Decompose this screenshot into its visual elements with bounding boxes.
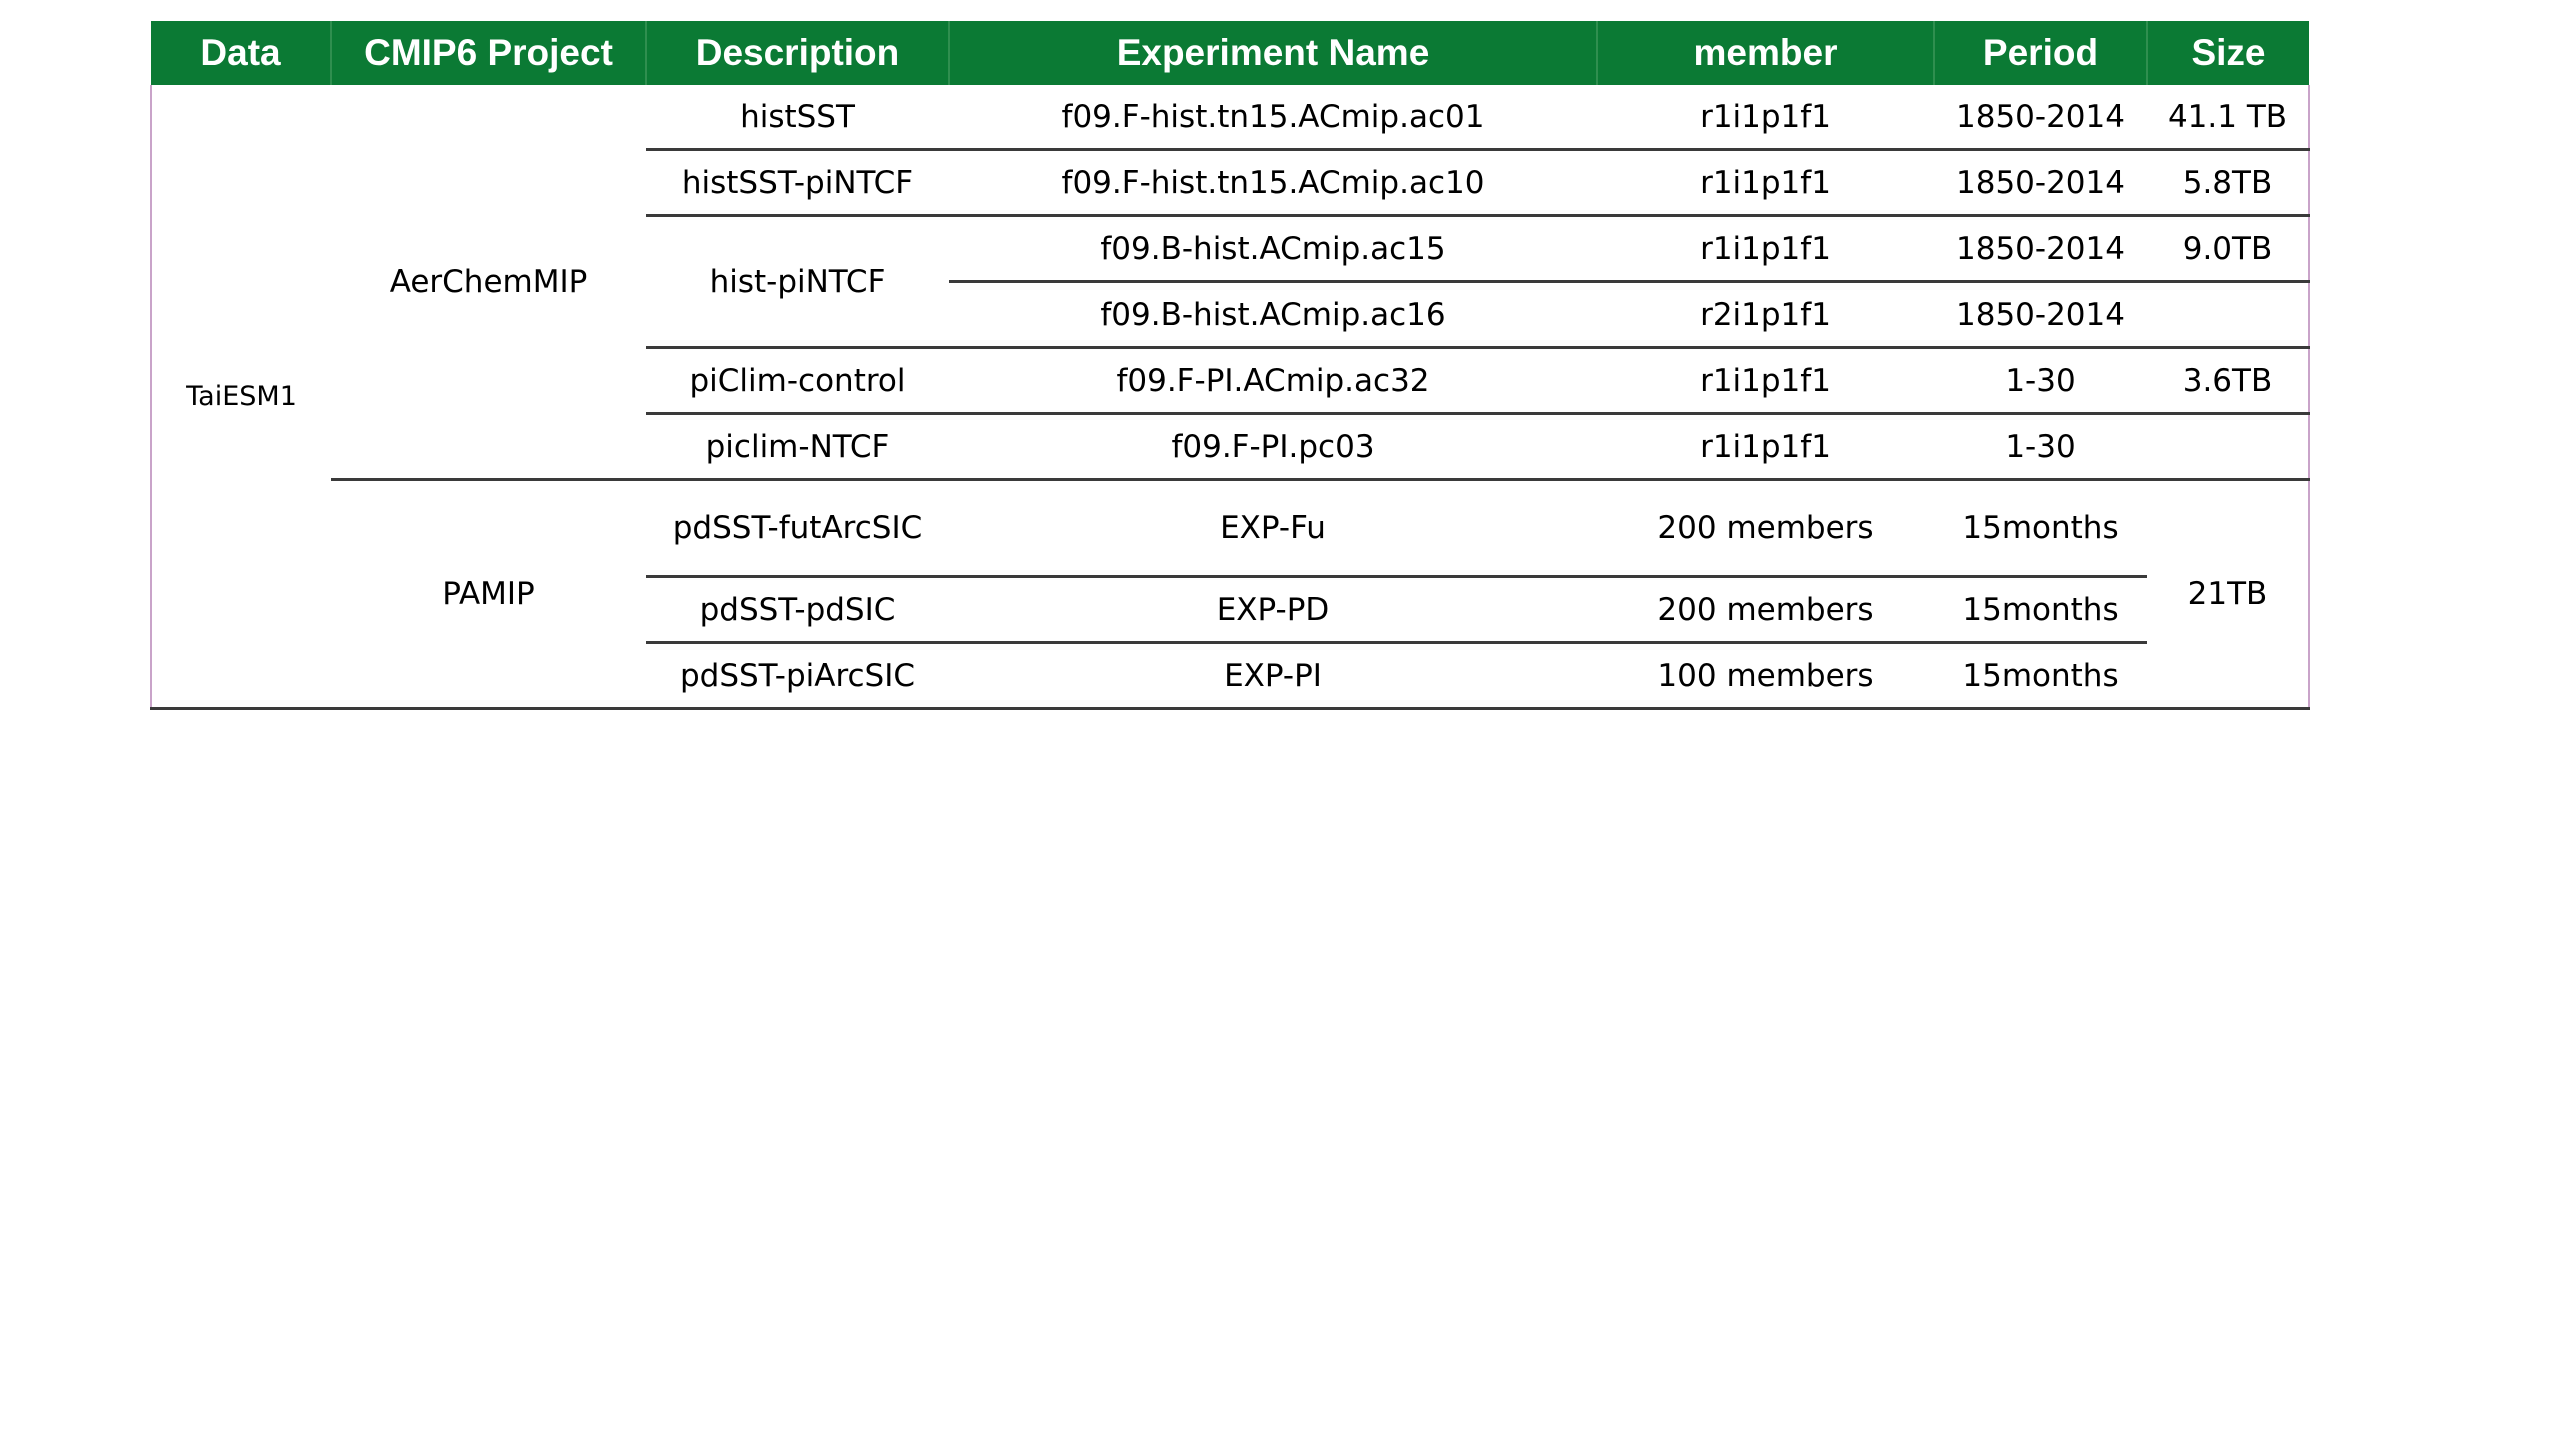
size-cell xyxy=(2147,414,2309,480)
period-cell: 15months xyxy=(1934,643,2147,709)
project-cell-pamip: PAMIP xyxy=(331,480,646,709)
data-cell: TaiESM1 xyxy=(151,85,331,709)
header-member: member xyxy=(1597,21,1934,85)
member-cell: r1i1p1f1 xyxy=(1597,85,1934,150)
size-cell: 41.1 TB xyxy=(2147,85,2309,150)
period-cell: 1-30 xyxy=(1934,348,2147,414)
experiment-cell: EXP-PI xyxy=(949,643,1597,709)
header-description: Description xyxy=(646,21,949,85)
size-cell: 5.8TB xyxy=(2147,150,2309,216)
table-body xyxy=(151,85,2309,709)
header-period: Period xyxy=(1934,21,2147,85)
member-cell: 200 members xyxy=(1597,577,1934,643)
member-cell: r1i1p1f1 xyxy=(1597,348,1934,414)
description-cell: hist-piNTCF xyxy=(646,216,949,348)
description-cell: pdSST-pdSIC xyxy=(646,577,949,643)
period-cell: 15months xyxy=(1934,480,2147,577)
member-cell: r2i1p1f1 xyxy=(1597,282,1934,348)
header-project: CMIP6 Project xyxy=(331,21,646,85)
description-cell: piclim-NTCF xyxy=(646,414,949,480)
experiment-cell: EXP-Fu xyxy=(949,480,1597,577)
size-cell: 3.6TB xyxy=(2147,348,2309,414)
description-cell: pdSST-futArcSIC xyxy=(646,480,949,577)
member-cell: 200 members xyxy=(1597,480,1934,577)
experiment-cell: f09.F-hist.tn15.ACmip.ac10 xyxy=(949,150,1597,216)
member-cell: 100 members xyxy=(1597,643,1934,709)
experiment-cell: f09.F-PI.ACmip.ac32 xyxy=(949,348,1597,414)
experiment-cell: f09.F-PI.pc03 xyxy=(949,414,1597,480)
header-size: Size xyxy=(2147,21,2309,85)
member-cell: r1i1p1f1 xyxy=(1597,150,1934,216)
description-cell: histSST-piNTCF xyxy=(646,150,949,216)
experiment-cell: f09.B-hist.ACmip.ac16 xyxy=(949,282,1597,348)
size-cell: 21TB xyxy=(2147,480,2309,709)
dataset-table xyxy=(150,21,2310,710)
size-cell: 9.0TB xyxy=(2147,216,2309,282)
header-row xyxy=(151,21,2309,85)
project-cell-aerchemmip: AerChemMIP xyxy=(331,85,646,480)
experiment-cell: EXP-PD xyxy=(949,577,1597,643)
member-cell: r1i1p1f1 xyxy=(1597,216,1934,282)
table-row xyxy=(151,85,2309,150)
table-row xyxy=(151,480,2309,577)
period-cell: 1850-2014 xyxy=(1934,282,2147,348)
description-cell: pdSST-piArcSIC xyxy=(646,643,949,709)
period-cell: 1-30 xyxy=(1934,414,2147,480)
period-cell: 1850-2014 xyxy=(1934,150,2147,216)
header-data: Data xyxy=(151,21,331,85)
period-cell: 1850-2014 xyxy=(1934,216,2147,282)
table-header xyxy=(151,21,2309,85)
description-cell: piClim-control xyxy=(646,348,949,414)
period-cell: 1850-2014 xyxy=(1934,85,2147,150)
header-experiment: Experiment Name xyxy=(949,21,1597,85)
member-cell: r1i1p1f1 xyxy=(1597,414,1934,480)
size-cell xyxy=(2147,282,2309,348)
period-cell: 15months xyxy=(1934,577,2147,643)
experiment-cell: f09.F-hist.tn15.ACmip.ac01 xyxy=(949,85,1597,150)
description-cell: histSST xyxy=(646,85,949,150)
experiment-cell: f09.B-hist.ACmip.ac15 xyxy=(949,216,1597,282)
